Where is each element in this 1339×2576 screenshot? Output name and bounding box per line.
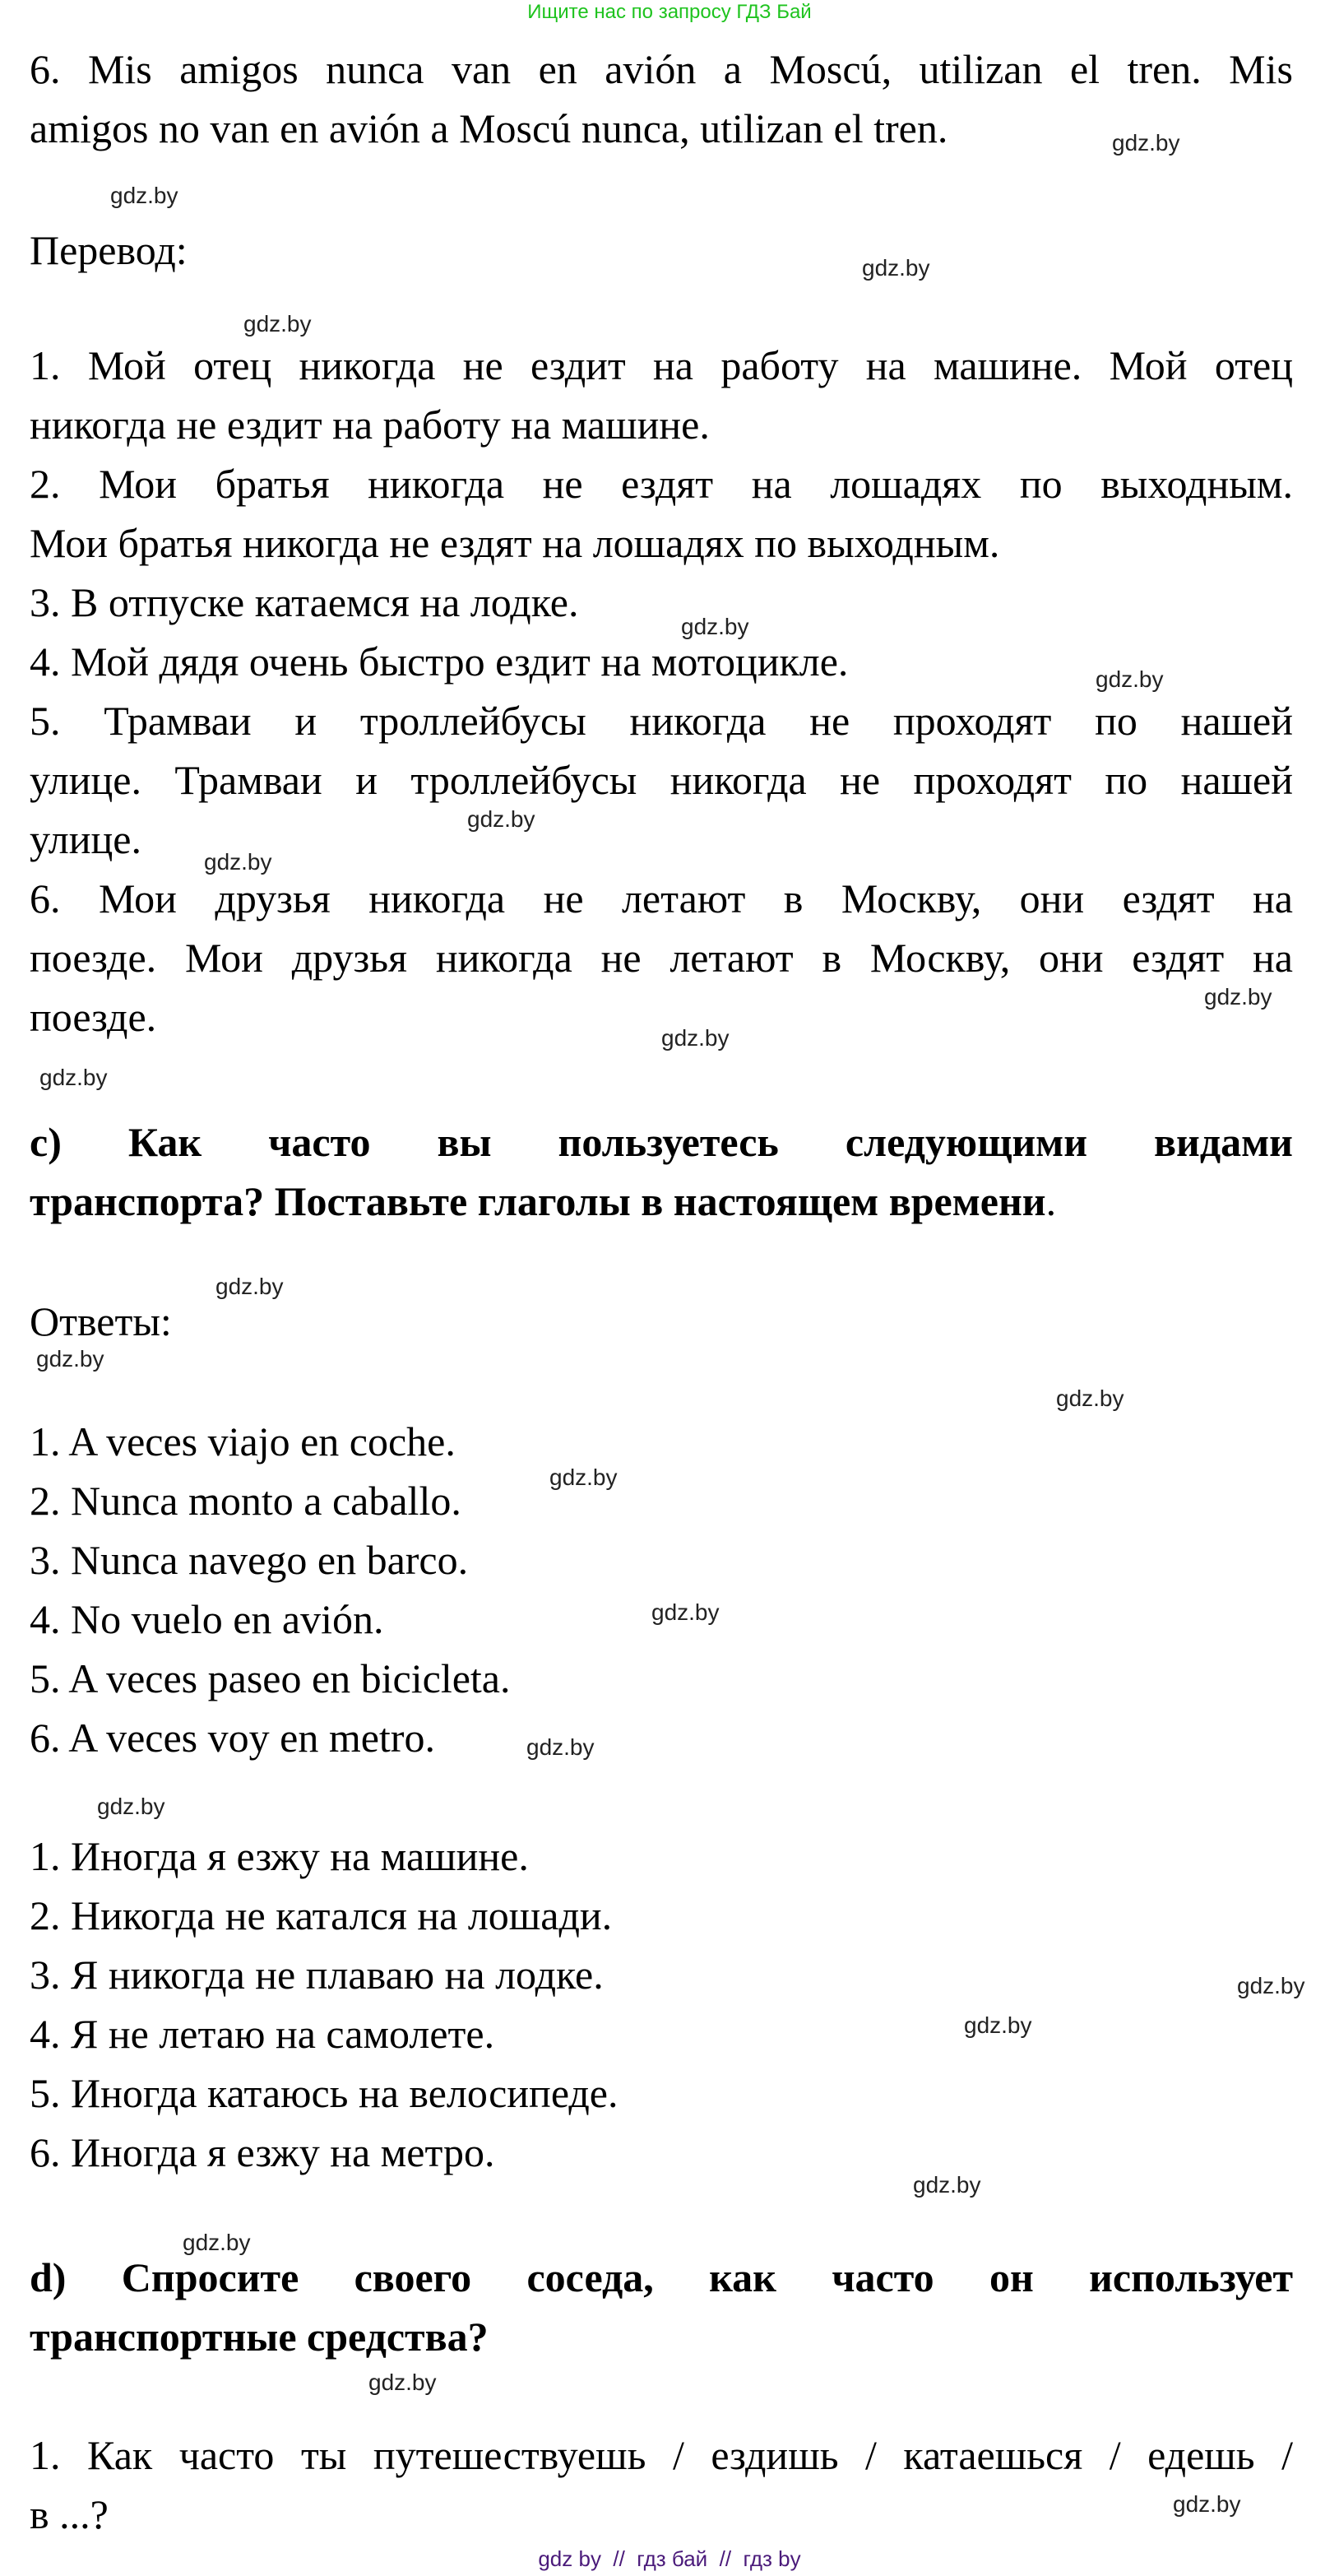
answer-ru-1: 1. Иногда я езжу на машине. [30,1833,529,1879]
watermark: gdz.by [681,614,749,639]
watermark: gdz.by [526,1734,595,1760]
watermark: gdz.by [183,2230,251,2255]
watermark: gdz.by [97,1794,165,1819]
translation-line: 4. Мой дядя очень быстро ездит на мотоцикле. [30,638,849,685]
translation-line: 5. Трамваи и троллейбусы никогда не проходят по нашей [30,698,1293,744]
translation-line: поезде. Мои друзья никогда не летают в Москву, они ездят на [30,935,1293,981]
translation-line: улице. [30,816,141,862]
footer-banner[interactable]: gdz by // гдз бай // гдз by [538,2546,801,2571]
answers-label: Ответы: [30,1298,172,1344]
watermark: gdz.by [964,2012,1032,2038]
answer-es-1: 1. A veces viajo en coche. [30,1418,456,1464]
translation-line: 2. Мои братья никогда не ездят на лошадях по выходным. [30,461,1293,507]
watermark: gdz.by [243,311,312,337]
translation-line: Мои братья никогда не ездят на лошадях по выходным. [30,520,1000,566]
translation-line: 1. Мой отец никогда не ездит на работу на машине. Мой отец [30,342,1293,388]
answer-es-5: 5. A veces paseo en bicicleta. [30,1655,511,1701]
watermark: gdz.by [1056,1385,1124,1411]
answer-ru-2: 2. Никогда не катался на лошади. [30,1892,613,1938]
watermark: gdz.by [1204,984,1272,1010]
answer-ru-6: 6. Иногда я езжу на метро. [30,2129,495,2175]
translation-line: 6. Мои друзья никогда не летают в Москву, они ездят на [30,875,1293,921]
section-c-heading-period: . [1045,1178,1057,1224]
translation-line: 3. В отпуске катаемся на лодке. [30,579,579,625]
answer-es-4: 4. No vuelo en avión. [30,1596,384,1642]
watermark: gdz.by [549,1464,618,1490]
watermark: gdz.by [651,1599,720,1625]
translation-line: поезде. [30,994,157,1040]
watermark: gdz.by [368,2369,437,2395]
question-1-line-2: в ...? [30,2491,109,2537]
watermark: gdz.by [39,1065,108,1090]
watermark: gdz.by [215,1274,284,1299]
translation-label: Перевод: [30,227,188,273]
watermark: gdz.by [1237,1973,1305,1998]
answer-es-2: 2. Nunca monto a caballo. [30,1478,461,1524]
section-c-heading-text: транспорта? Поставьте глаголы в настоящем времени [30,1178,1046,1224]
answer-ru-4: 4. Я не летаю на самолете. [30,2011,495,2057]
watermark: gdz.by [661,1025,730,1051]
watermark: gdz.by [36,1346,104,1372]
watermark: gdz.by [913,2172,981,2198]
watermark: gdz.by [862,255,930,281]
watermark: gdz.by [1112,130,1180,155]
watermark: gdz.by [1173,2491,1241,2517]
answer-ru-3: 3. Я никогда не плаваю на лодке. [30,1952,604,1998]
answer-es-6: 6. A veces voy en metro. [30,1715,435,1761]
watermark: gdz.by [1096,666,1164,692]
section-d-heading-line-2: транспортные средства? [30,2314,489,2360]
translation-line: никогда не ездит на работу на машине. [30,401,710,448]
watermark: gdz.by [467,806,535,832]
section-d-heading-line-1: d) Спросите своего соседа, как часто он использует [30,2254,1293,2300]
section-c-heading-line-1: c) Как часто вы пользуетесь следующими видами [30,1119,1293,1165]
section-c-heading-line-2 [30,1172,1293,1231]
answer-es-3: 3. Nunca navego en barco. [30,1537,469,1583]
question-1-line-1: 1. Как часто ты путешествуешь / ездишь / катаешься / едешь / [30,2432,1293,2478]
es-item-6-line-2: amigos no van en avión a Moscú nunca, utilizan el tren. [30,105,948,151]
es-item-6-line-1: 6. Mis amigos nunca van en avión a Moscú, utilizan el tren. Mis [30,46,1293,92]
answer-ru-5: 5. Иногда катаюсь на велосипеде. [30,2070,619,2116]
translation-line: улице. Трамваи и троллейбусы никогда не проходят по нашей [30,757,1293,803]
watermark: gdz.by [204,849,272,875]
search-banner[interactable]: Ищите нас по запросу ГДЗ Бай [527,1,812,23]
watermark: gdz.by [110,183,178,208]
